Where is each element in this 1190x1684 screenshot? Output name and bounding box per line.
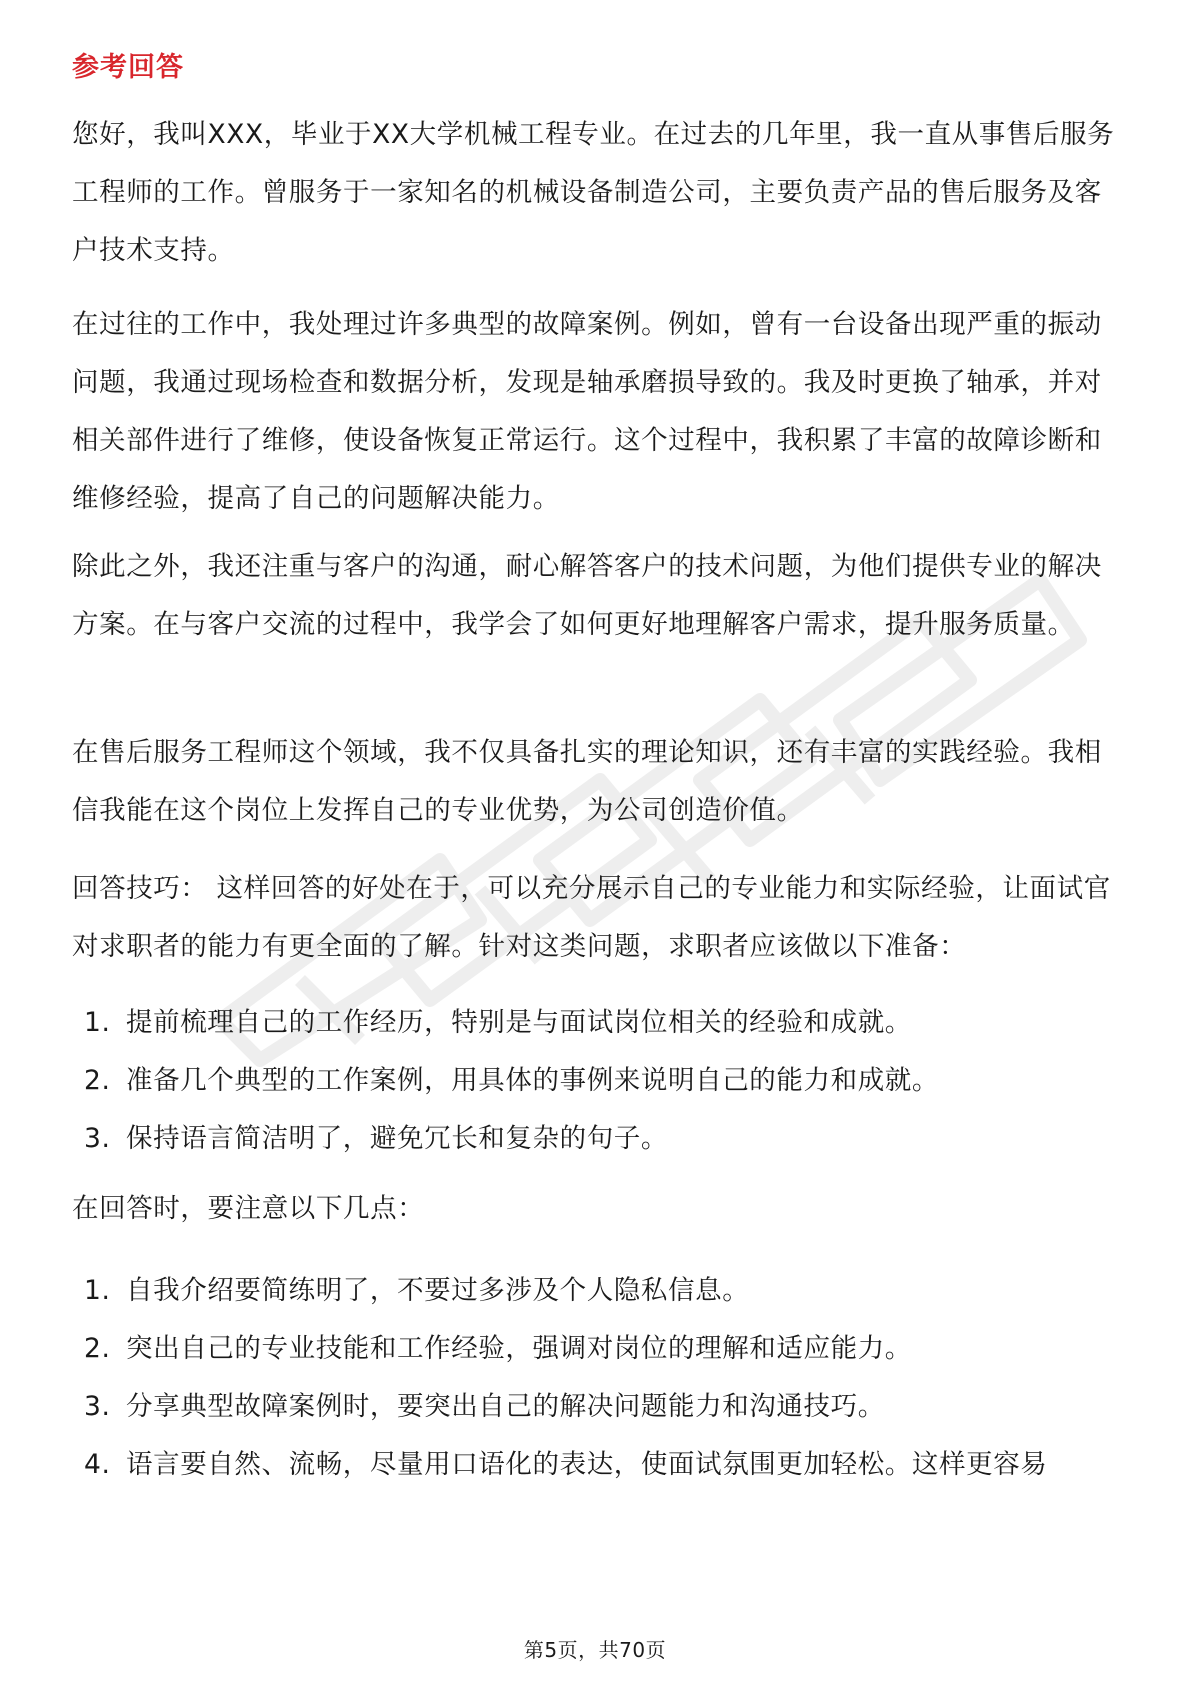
paragraph-summary: 在售后服务工程师这个领域，我不仅具备扎实的理论知识，还有丰富的实践经验。我相信我能在这个岗位上发挥自己的专业优势，为公司创造价值。 — [72, 737, 1102, 826]
section-heading: 参考回答 — [72, 52, 184, 83]
list-number: 3. — [84, 1123, 111, 1154]
list-item — [84, 1378, 1120, 1436]
list-item — [84, 1110, 1120, 1168]
paragraph-intro: 您好，我叫XXX，毕业于XX大学机械工程专业。在过去的几年里，我一直从事售后服务工程师的工作。曾服务于一家知名的机械设备制造公司，主要负责产品的售后服务及客户技术支持。 — [72, 119, 1115, 266]
list-number: 3. — [84, 1391, 111, 1422]
list-item — [84, 1320, 1120, 1378]
list-text: 自我介绍要简练明了，不要过多涉及个人隐私信息。 — [126, 1275, 750, 1306]
list-text: 突出自己的专业技能和工作经验，强调对岗位的理解和适应能力。 — [126, 1333, 912, 1364]
list-number: 2. — [84, 1065, 111, 1096]
paragraph-tips: 回答技巧： 这样回答的好处在于，可以充分展示自己的专业能力和实际经验，让面试官对求职者的能力有更全面的了解。针对这类问题，求职者应该做以下准备： — [72, 873, 1111, 962]
list-text: 提前梳理自己的工作经历，特别是与面试岗位相关的经验和成就。 — [126, 1007, 912, 1038]
list-text: 准备几个典型的工作案例，用具体的事例来说明自己的能力和成就。 — [126, 1065, 939, 1096]
list-item — [84, 994, 1120, 1052]
list-item — [84, 1262, 1120, 1320]
list-text: 语言要自然、流畅，尽量用口语化的表达，使面试氛围更加轻松。这样更容易 — [126, 1449, 1048, 1480]
list-number: 1. — [84, 1007, 111, 1038]
list-item — [84, 1436, 1120, 1494]
list-item — [84, 1052, 1120, 1110]
list-text: 保持语言简洁明了，避免冗长和复杂的句子。 — [126, 1123, 668, 1154]
notes-list — [84, 1262, 1120, 1494]
list-text: 分享典型故障案例时，要突出自己的解决问题能力和沟通技巧。 — [126, 1391, 885, 1422]
paragraph-communication: 除此之外，我还注重与客户的沟通，耐心解答客户的技术问题，为他们提供专业的解决方案。在与客户交流的过程中，我学会了如何更好地理解客户需求，提升服务质量。 — [72, 551, 1102, 640]
list-number: 2. — [84, 1333, 111, 1364]
list-number: 1. — [84, 1275, 111, 1306]
page-number-footer: 第5页，共70页 — [523, 1638, 667, 1662]
paragraph-notes-intro: 在回答时，要注意以下几点： — [72, 1193, 425, 1224]
paragraph-case: 在过往的工作中，我处理过许多典型的故障案例。例如，曾有一台设备出现严重的振动问题，我通过现场检查和数据分析，发现是轴承磨损导致的。我及时更换了轴承，并对相关部件进行了维修，使设备恢复正常运行。这个过程中，我积累了丰富的故障诊断和维修经验，提高了自己的问题解决能力。 — [72, 309, 1102, 514]
list-number: 4. — [84, 1449, 111, 1480]
preparation-list — [84, 994, 1120, 1168]
